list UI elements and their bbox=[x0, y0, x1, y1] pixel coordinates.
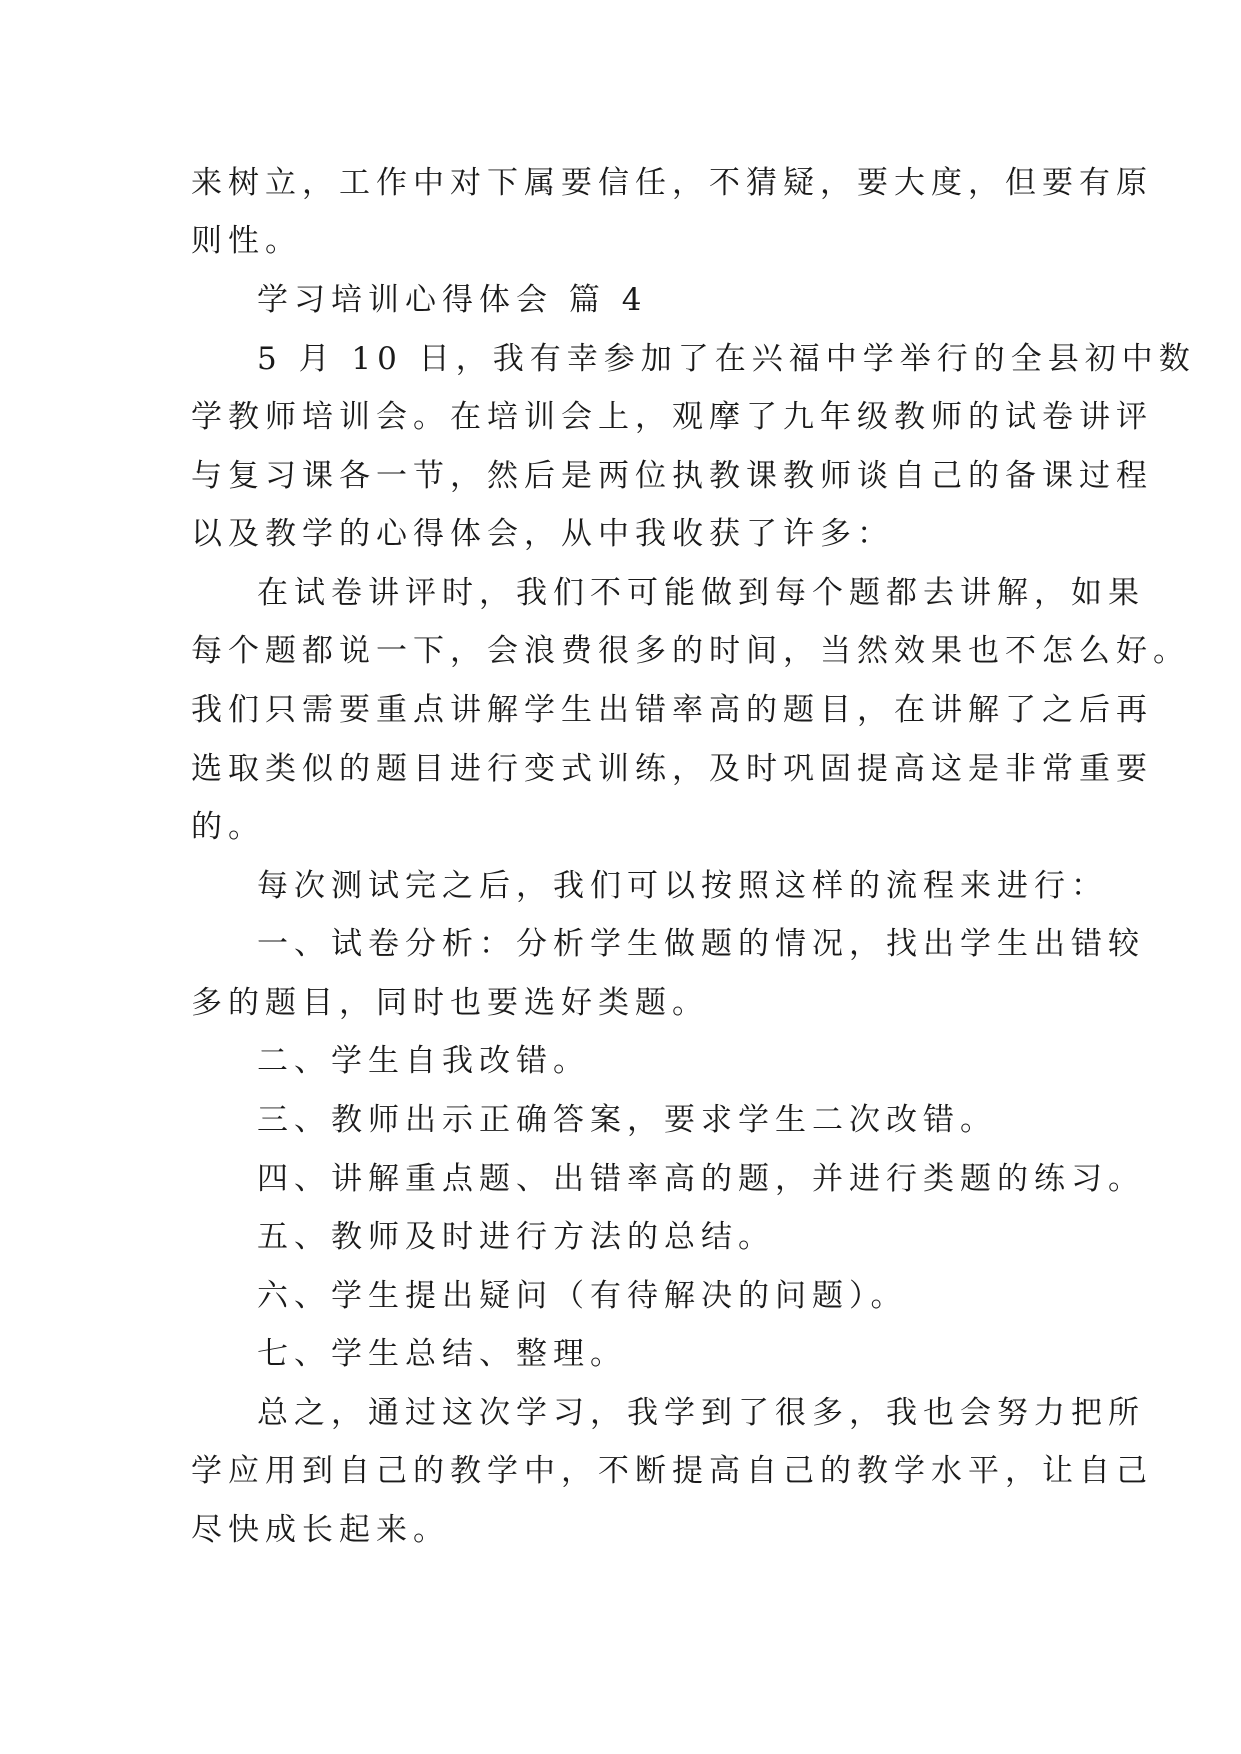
list-item: 五、教师及时进行方法的总结。 bbox=[257, 1219, 775, 1255]
paragraph-line: 以及教学的心得体会，从中我收获了许多： bbox=[191, 516, 894, 552]
list-item: 三、教师出示正确答案，要求学生二次改错。 bbox=[257, 1102, 997, 1138]
paragraph-line: 学应用到自己的教学中，不断提高自己的教学水平，让自己 bbox=[191, 1453, 1153, 1489]
paragraph-line: 总之，通过这次学习，我学到了很多，我也会努力把所 bbox=[257, 1395, 1145, 1431]
paragraph-line: 的。 bbox=[191, 809, 265, 845]
list-item: 二、学生自我改错。 bbox=[257, 1043, 590, 1079]
paragraph-line: 我们只需要重点讲解学生出错率高的题目，在讲解了之后再 bbox=[191, 692, 1153, 728]
list-item: 六、学生提出疑问（有待解决的问题）。 bbox=[257, 1278, 908, 1314]
paragraph-line: 每次测试完之后，我们可以按照这样的流程来进行： bbox=[257, 868, 1108, 904]
paragraph-line: 尽快成长起来。 bbox=[191, 1512, 450, 1548]
paragraph-line: 每个题都说一下，会浪费很多的时间，当然效果也不怎么好。 bbox=[191, 633, 1190, 669]
paragraph-line: 与复习课各一节，然后是两位执教课教师谈自己的备课过程 bbox=[191, 458, 1153, 494]
paragraph-line: 在试卷讲评时，我们不可能做到每个题都去讲解，如果 bbox=[257, 575, 1145, 611]
paragraph-line: 学教师培训会。在培训会上，观摩了九年级教师的试卷讲评 bbox=[191, 399, 1153, 435]
list-item: 四、讲解重点题、出错率高的题，并进行类题的练习。 bbox=[257, 1161, 1145, 1197]
paragraph-line: 选取类似的题目进行变式训练，及时巩固提高这是非常重要 bbox=[191, 751, 1153, 787]
paragraph-line: 来树立，工作中对下属要信任，不猜疑，要大度，但要有原 bbox=[191, 165, 1153, 201]
section-heading: 学习培训心得体会 篇 4 bbox=[257, 282, 648, 318]
paragraph-line: 5 月 10 日，我有幸参加了在兴福中学举行的全县初中数 bbox=[257, 341, 1196, 377]
list-item-continuation: 多的题目，同时也要选好类题。 bbox=[191, 985, 709, 1021]
list-item: 一、试卷分析：分析学生做题的情况，找出学生出错较 bbox=[257, 926, 1145, 962]
paragraph-line: 则性。 bbox=[191, 223, 302, 259]
list-item: 七、学生总结、整理。 bbox=[257, 1336, 627, 1372]
